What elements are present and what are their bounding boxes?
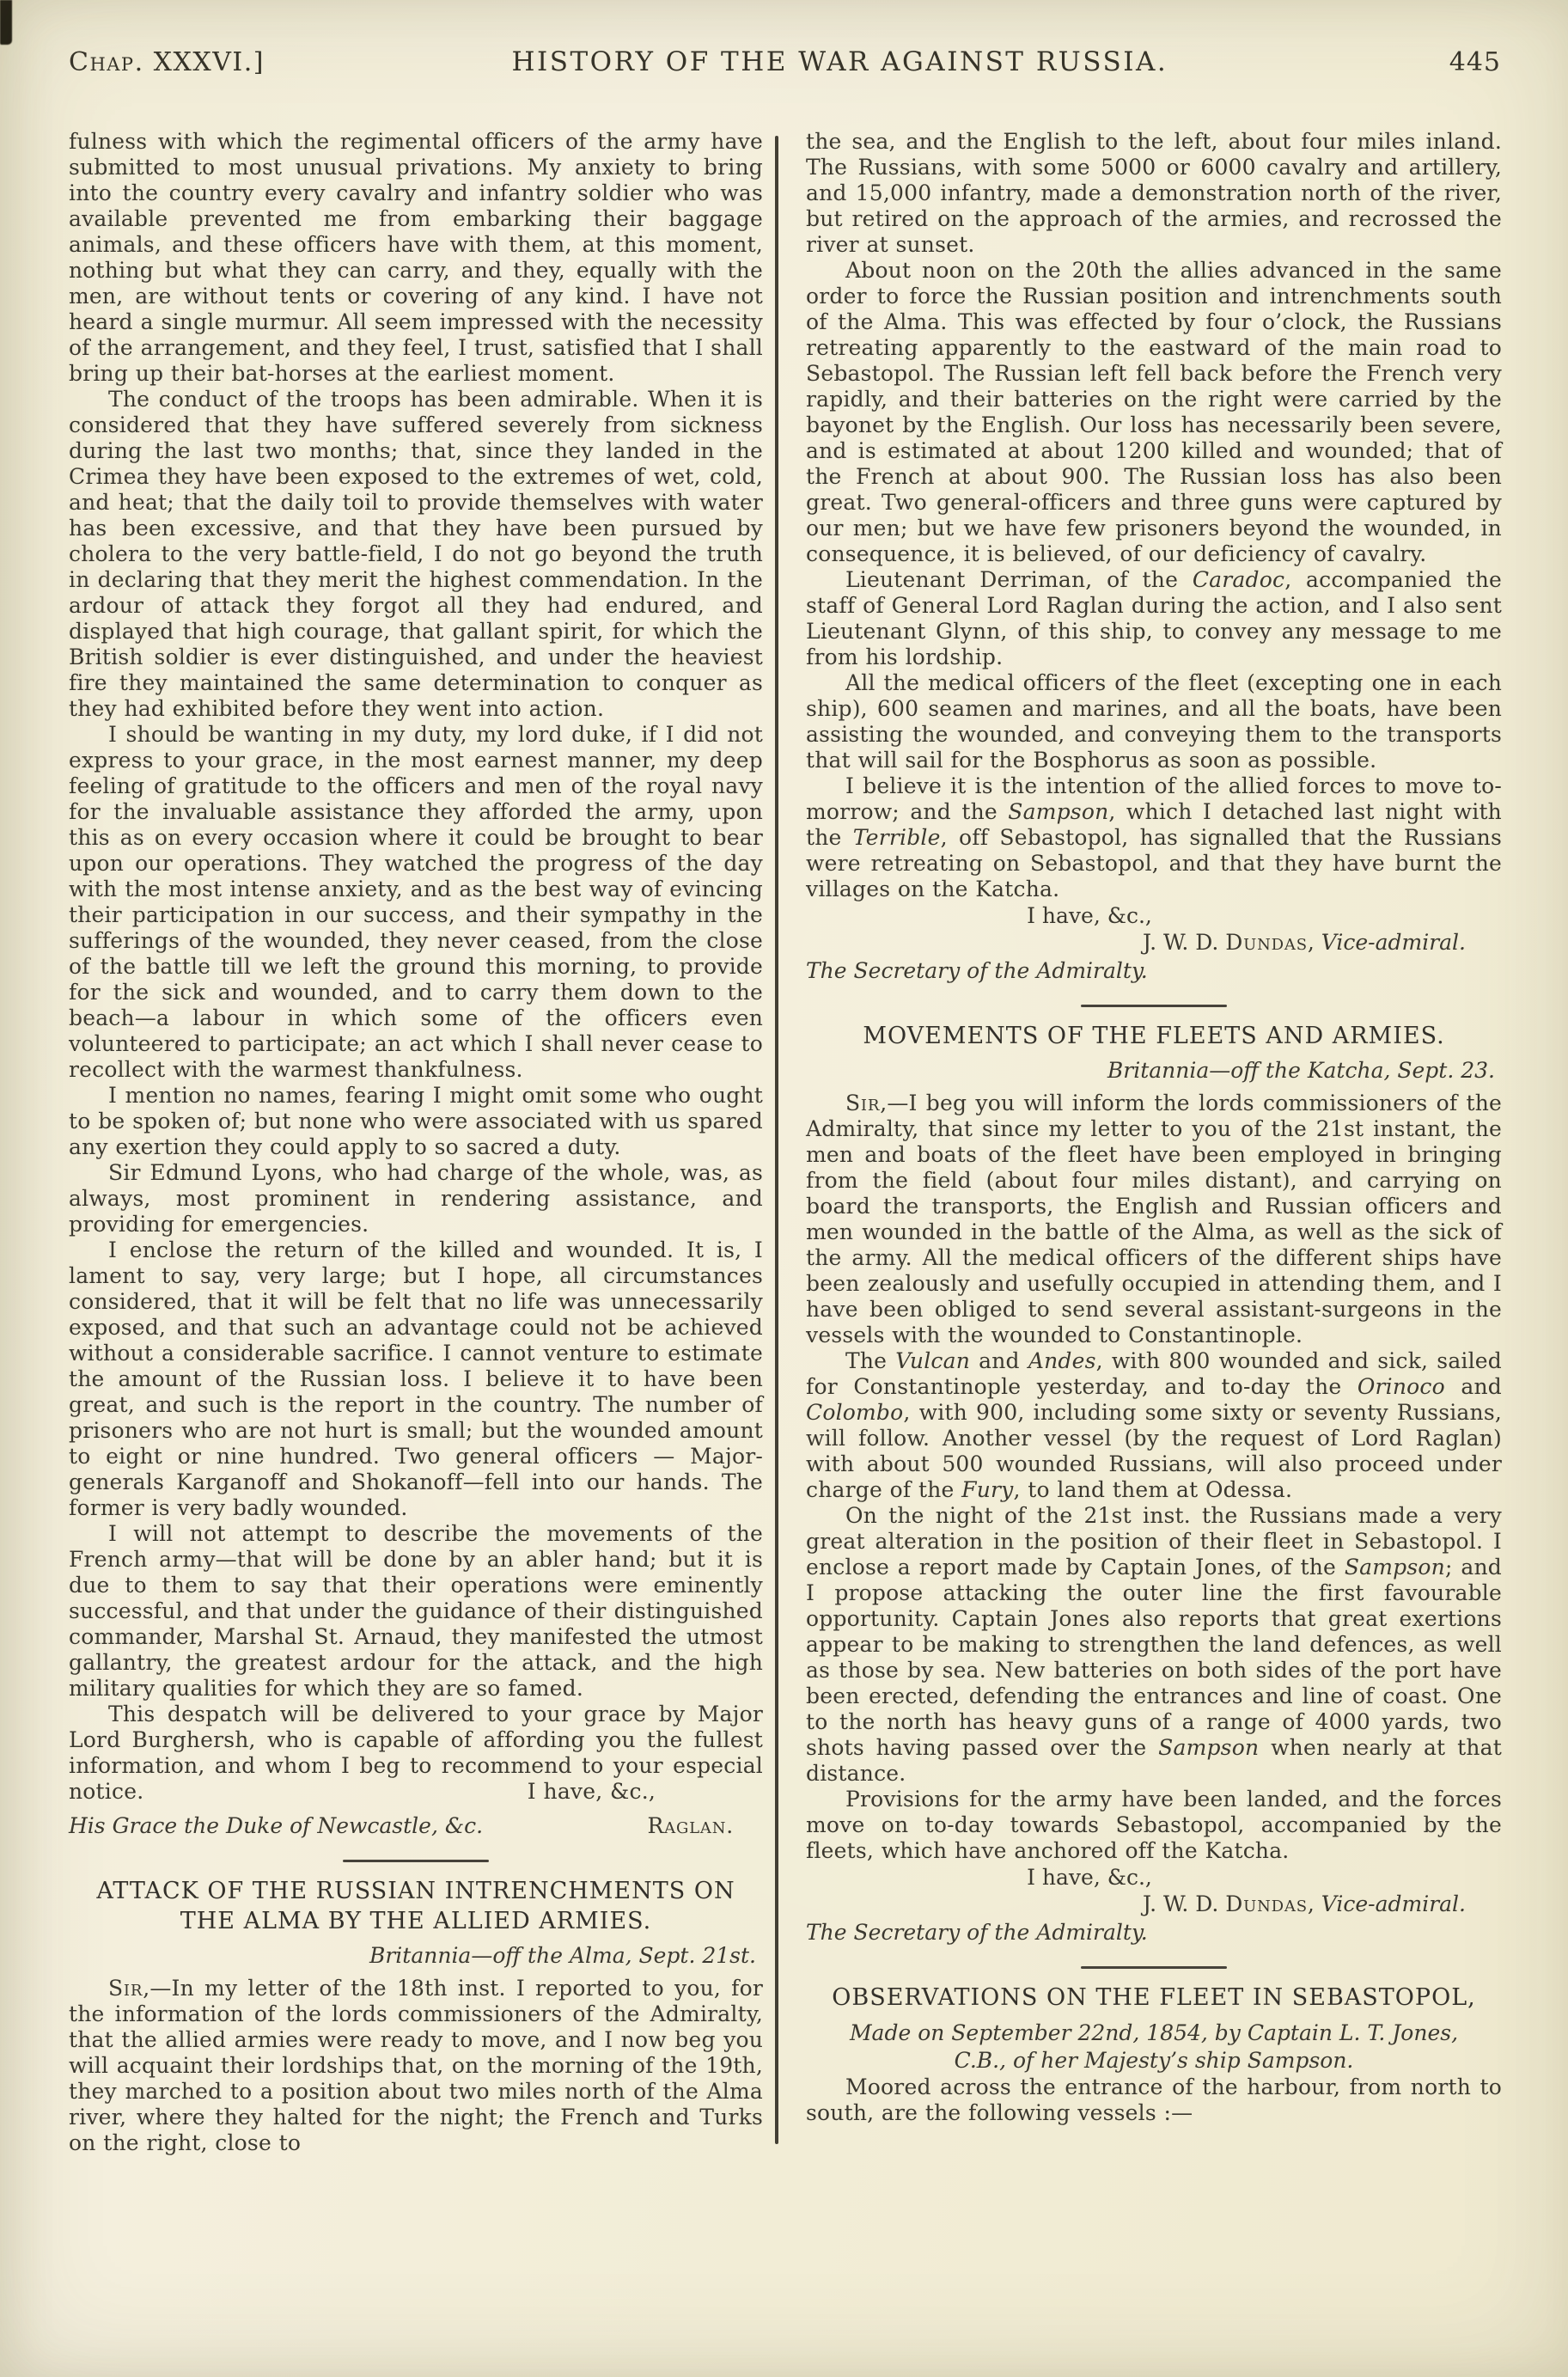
paragraph bbox=[806, 1503, 1502, 1787]
left-column bbox=[69, 129, 763, 2156]
text-segment: Provisions for the army have been landed, and the forces move on to-day towards Sebastopol, accompanied by the fleets, which have anchored off the Katcha. bbox=[806, 1787, 1502, 1863]
text-segment: Sampson bbox=[1008, 799, 1109, 824]
text-segment: Terrible bbox=[852, 825, 941, 850]
text-segment: the sea, and the English to the left, about four miles inland. The Russians, with some 5000 or 6000 cavalry and artillery, and 15,000 infantry, made a demonstration north of the river, but retired on the approach of the armies, and recrossed the river at sunset. bbox=[806, 129, 1502, 257]
page-header bbox=[69, 46, 1501, 77]
paragraph bbox=[806, 1787, 1502, 1864]
paragraph bbox=[69, 1702, 763, 1805]
text-segment: Lieutenant Derriman, of the bbox=[845, 567, 1193, 592]
text-segment: I will not attempt to describe the movements of the French army—that will be done by an abler hand; but it is due to them to say that their operations were eminently successful, and that under the guidance of their distinguished commander, Marshal St. Arnaud, they manifested the utmost gallantry, the greatest ardour for the attack, and the high military qualities for which they are so famed. bbox=[69, 1521, 763, 1701]
right-column bbox=[806, 129, 1502, 2156]
paragraph bbox=[69, 129, 763, 387]
paragraph bbox=[69, 387, 763, 722]
paragraph bbox=[806, 567, 1502, 670]
text-segment: and bbox=[970, 1348, 1028, 1373]
text-segment: The bbox=[845, 1348, 896, 1373]
text-segment: I enclose the return of the killed and wounded. It is, I lament to say, very large; but I hope, all circumstances considered, that it will be felt that no life was unnecessarily exposed, and that such an advantage could not be achieved without a considerable sacrifice. I cannot venture to estimate the amount of the Russian loss. I believe it to have been great, and such is the report in the country. The number of prisoners who are not hurt is small; but the wounded amount to eight or nine hundred. Two general officers — Major-generals Karganoff and Shokanoff—fell into our hands. The former is very badly wounded. bbox=[69, 1237, 763, 1520]
signature-line bbox=[806, 1864, 1502, 1891]
text-columns bbox=[69, 129, 1502, 2156]
text-segment: J. W. D. bbox=[1143, 1891, 1226, 1916]
text-segment: Sampson bbox=[1158, 1735, 1260, 1760]
text-segment: On the night of the 21st inst. the Russians made a very great alteration in the position of their fleet in Sebastopol. I enclose a report made by Captain Jones, of the bbox=[806, 1503, 1502, 1580]
text-segment: and bbox=[1444, 1374, 1502, 1399]
paragraph bbox=[806, 1091, 1502, 1348]
signature-line bbox=[806, 902, 1502, 929]
text-segment: All the medical officers of the fleet (excepting one in each ship), 600 seamen and marines, and all the boats, have been assisting the wounded, and conveying them to the transports that will sail for the Bosphorus as soon as possible. bbox=[806, 670, 1502, 773]
text-segment: , bbox=[1307, 1891, 1321, 1916]
section-heading: ATTACK OF THE RUSSIAN INTRENCHMENTS ON THE ALMA BY THE ALLIED ARMIES. bbox=[96, 1878, 735, 1934]
chapter-label: Chap. XXXVI.] bbox=[69, 47, 265, 77]
signature-line bbox=[806, 1891, 1502, 1917]
text-segment: , with 800 wounded and sick, sailed for Constantinople yesterday, and to-day the bbox=[806, 1348, 1503, 1399]
section-heading: MOVEMENTS OF THE FLEETS AND ARMIES. bbox=[863, 1023, 1445, 1049]
divider-rule bbox=[1081, 1966, 1227, 1969]
text-segment: , off Sebastopol, has signalled that the Russians were retreating on Sebastopol, and that they have burnt the villages on the Katcha. bbox=[806, 825, 1502, 901]
paragraph bbox=[69, 722, 763, 1083]
section-heading: OBSERVATIONS ON THE FLEET IN SEBASTOPOL, bbox=[832, 1984, 1476, 2011]
paragraph-tail: I have, &c., bbox=[527, 1779, 656, 1804]
subheading bbox=[806, 2020, 1502, 2075]
text-segment: Dundas bbox=[1225, 930, 1308, 955]
text-segment: ,—I beg you will inform the lords commissioners of the Admiralty, that since my letter to you of the 21st instant, the men and boats of the fleet have been employed in bringing from the field (about four miles distant), and carrying on board the transports, the English and Russian officers and men wounded in the battle of the Alma, as well as the sick of the army. All the medical officers of the different ships have been zealously and usefully occupied in attending them, and I have been obliged to send several assistant-surgeons in the vessels with the wounded to Constantinople. bbox=[806, 1091, 1502, 1347]
paragraph bbox=[806, 2075, 1502, 2126]
addressee: His Grace the Duke of Newcastle, &c. bbox=[69, 1813, 484, 1838]
text-segment: Colombo bbox=[806, 1400, 904, 1425]
text-segment: Sampson bbox=[1344, 1555, 1445, 1580]
text-segment: Sir bbox=[108, 1976, 143, 2001]
paragraph bbox=[806, 1348, 1502, 1503]
text-segment: Vice-admiral. bbox=[1321, 930, 1466, 955]
page-title: HISTORY OF THE WAR AGAINST RUSSIA. bbox=[511, 46, 1168, 77]
text-segment: , bbox=[1307, 930, 1321, 955]
signature-line bbox=[806, 929, 1502, 956]
text-segment: Fury bbox=[961, 1477, 1014, 1502]
text-segment: , to land them at Odessa. bbox=[1013, 1477, 1293, 1502]
closing-line: The Secretary of the Admiralty. bbox=[806, 958, 1148, 983]
paragraph bbox=[69, 1083, 763, 1160]
text-segment: , with 900, including some sixty or seventy Russians, will follow. Another vessel (by the request of Lord Raglan) with about 500 wounded Russians, will also proceed under charge of the bbox=[806, 1400, 1502, 1502]
text-segment: The conduct of the troops has been admirable. When it is considered that they have suffered severely from sickness during the last two months; that, since they landed in the Crimea they have been exposed to the extremes of wet, cold, and heat; that the daily toil to provide themselves with water has been excessive, and that they have been pursued by cholera to the very battle-field, I do not go beyond the truth in declaring that they merit the highest commendation. In the ardour of attack they forgot all they had endured, and displayed that high courage, that gallant spirit, for which the British soldier is ever distinguished, and under the heaviest fire they maintained the same determination to conquer as they had exhibited before they went into action. bbox=[69, 387, 763, 721]
subheading-line: C.B., of her Majesty’s ship Sampson. bbox=[954, 2048, 1354, 2073]
attribution-line bbox=[69, 1813, 763, 1839]
text-segment: About noon on the 20th the allies advanced in the same order to force the Russian position and intrenchments south of the Alma. This was effected by four o’clock, the Russians retreating apparently to the eastward of the main road to Sebastopol. The Russian left fell back before the French very rapidly, and their batteries on the right were carried by the bayonet by the English. Our loss has necessarily been severe, and is estimated at about 1200 killed and wounded; that of the French at about 900. The Russian loss has also been great. Two general-officers and three guns were captured by our men; but we have few prisoners beyond the wounded, in consequence, it is believed, of our deficiency of cavalry. bbox=[806, 258, 1502, 566]
dateline: Britannia—off the Alma, Sept. 21st. bbox=[369, 1943, 756, 1968]
text-segment: , which I detached last night with the bbox=[806, 799, 1502, 850]
paragraph bbox=[806, 773, 1502, 902]
text-segment: fulness with which the regimental officers of the army have submitted to most unusual privations. My anxiety to bring into the country every cavalry and infantry soldier who was available prevented me from embarking their baggage animals, and these officers have with them, at this moment, nothing but what they can carry, and they, equally with the men, are without tents or covering of any kind. I have not heard a single murmur. All seem impressed with the necessity of the arrangement, and they feel, I trust, satisfied that I shall bring up their bat-horses at the earliest moment. bbox=[69, 129, 763, 386]
section-divider bbox=[806, 1966, 1502, 1969]
divider-rule bbox=[343, 1860, 489, 1862]
text-segment: Vice-admiral. bbox=[1321, 1891, 1466, 1916]
subheading-line: Made on September 22nd, 1854, by Captain L. T. Jones, bbox=[849, 2020, 1459, 2045]
text-segment: when nearly at that distance. bbox=[806, 1735, 1502, 1786]
paragraph bbox=[806, 670, 1502, 773]
text-segment: J. W. D. bbox=[1143, 930, 1226, 955]
text-segment: Sir Edmund Lyons, who had charge of the whole, was, as always, most prominent in rendering assistance, and providing for emergencies. bbox=[69, 1160, 763, 1237]
page-number: 445 bbox=[1449, 47, 1501, 77]
paragraph bbox=[69, 1521, 763, 1702]
text-segment: I have, &c., bbox=[1027, 903, 1152, 928]
text-segment: ; and I propose attacking the outer line the first favourable opportunity. Captain Jones also reports that great exertions appear to be making to strengthen the land defences, as well as those by sea. New batteries on both sides of the port have been erected, defending the entrances and line of coast. One to the north has heavy guns of a range of 4000 yards, two shots having passed over the bbox=[806, 1555, 1502, 1760]
text-segment: Andes bbox=[1028, 1348, 1096, 1373]
text-segment: Vulcan bbox=[895, 1348, 971, 1373]
paragraph bbox=[69, 1976, 763, 2156]
closing-line: The Secretary of the Admiralty. bbox=[806, 1920, 1148, 1945]
paragraph bbox=[69, 1160, 763, 1237]
text-segment: , accompanied the staff of General Lord Raglan during the action, and I also sent Lieutenant Glynn, of this ship, to convey any message to me from his lordship. bbox=[806, 567, 1502, 669]
text-segment: Caradoc bbox=[1192, 567, 1285, 592]
section-divider bbox=[69, 1860, 763, 1862]
text-segment: I should be wanting in my duty, my lord duke, if I did not express to your grace, in the most earnest manner, my deep feeling of gratitude to the officers and men of the royal navy for the invaluable assistance they afforded the army, upon this as on every occasion where it could be brought to bear upon our operations. They watched the progress of the day with the most intense anxiety, and as the best way of evincing their participation in our success, and their sympathy in the sufferings of the wounded, they never ceased, from the close of the battle till we left the ground this morning, to provide for the sick and wounded, and to carry them down to the beach—a labour in which some of the officers even volunteered to participate; an act which I shall never cease to recollect with the warmest thankfulness. bbox=[69, 722, 763, 1082]
text-segment: I believe it is the intention of the allied forces to move to-morrow; and the bbox=[806, 773, 1502, 824]
text-segment: I mention no names, fearing I might omit some who ought to be spoken of; but none who were associated with us spared any exertion they could apply to so sacred a duty. bbox=[69, 1083, 763, 1159]
text-segment: ,—In my letter of the 18th inst. I reported to you, for the information of the lords commissioners of the Admiralty, that the allied armies were ready to move, and I now beg you will acquaint their lordships that, on the morning of the 19th, they marched to a position about two miles north of the Alma river, where they halted for the night; the French and Turks on the right, close to bbox=[69, 1976, 763, 2155]
paragraph bbox=[806, 129, 1502, 258]
text-segment: I have, &c., bbox=[1027, 1865, 1152, 1890]
scan-corner-mark bbox=[0, 0, 12, 45]
section-divider bbox=[806, 1005, 1502, 1007]
divider-rule bbox=[1081, 1005, 1227, 1007]
text-segment: This despatch will be delivered to your grace by Major Lord Burghersh, who is capable of affording you the fullest information, and whom I beg to recommend to your especial notice. bbox=[69, 1702, 763, 1804]
text-segment: Orinoco bbox=[1357, 1374, 1445, 1399]
dateline: Britannia—off the Katcha, Sept. 23. bbox=[1107, 1058, 1495, 1083]
signature-name: Raglan. bbox=[647, 1813, 734, 1838]
text-segment: Moored across the entrance of the harbour, from north to south, are the following vessels :— bbox=[806, 2075, 1502, 2125]
text-segment: Dundas bbox=[1225, 1891, 1308, 1916]
paragraph bbox=[69, 1237, 763, 1521]
paragraph bbox=[806, 258, 1502, 567]
column-divider-rule bbox=[775, 136, 778, 2144]
text-segment: Sir bbox=[845, 1091, 881, 1115]
